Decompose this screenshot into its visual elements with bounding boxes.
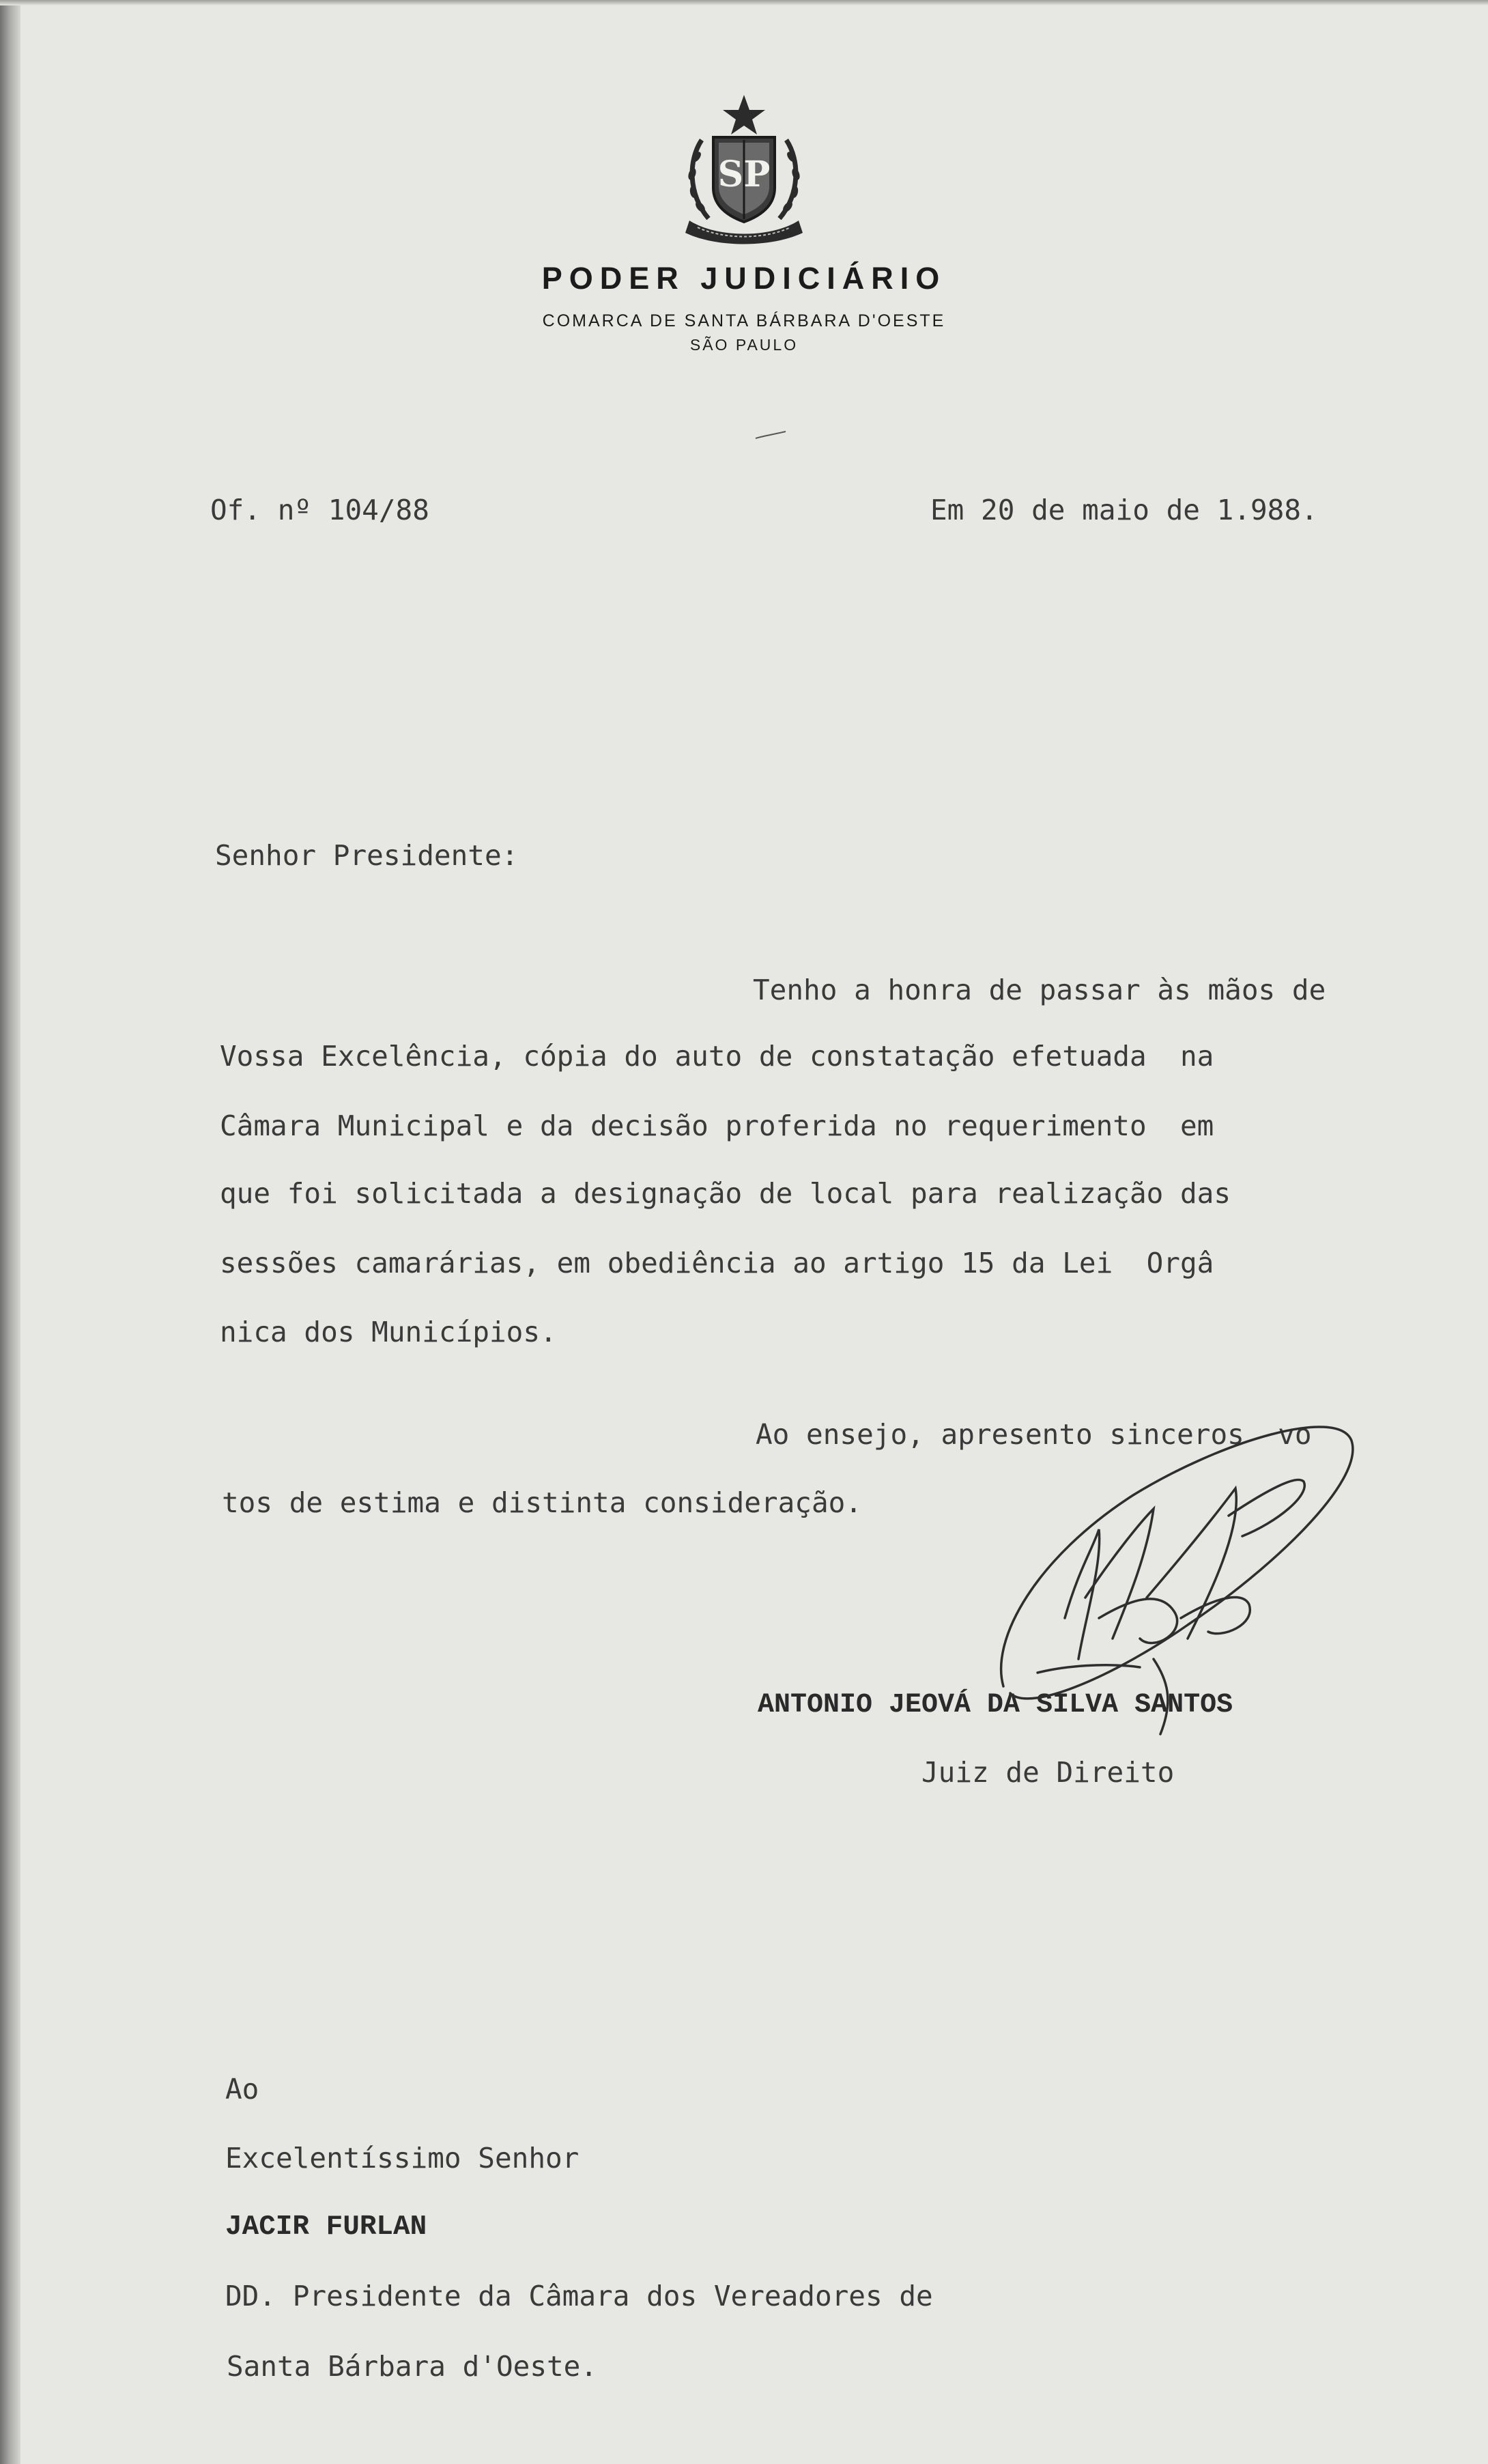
page-binding-edge <box>0 0 20 2464</box>
paragraph1-line3: Câmara Municipal e da decisão proferida no requerimento em <box>220 1109 1214 1142</box>
letterhead-comarca: COMARCA DE SANTA BÁRBARA D'OESTE <box>542 311 946 330</box>
paragraph1-line2: Vossa Excelência, cópia do auto de constatação efetuada na <box>220 1040 1214 1073</box>
paragraph1-line4: que foi solicitada a designação de local para realização das <box>220 1177 1231 1210</box>
addressee-line4: DD. Presidente da Câmara dos Vereadores de <box>225 2280 933 2312</box>
addressee-line2: Excelentíssimo Senhor <box>225 2142 580 2175</box>
svg-text:SP: SP <box>717 154 771 195</box>
paragraph1-line5: sessões camarárias, em obediência ao artigo 15 da Lei Orgâ <box>220 1247 1214 1279</box>
oficio-number: Of. nº 104/88 <box>210 494 429 526</box>
addressee-line1: Ao <box>225 2073 259 2106</box>
sao-paulo-coat-of-arms-icon <box>676 92 812 246</box>
letter-date: Em 20 de maio de 1.988. <box>930 494 1318 526</box>
signatory-title: Juiz de Direito <box>921 1756 1175 1789</box>
paragraph1-line1: Tenho a honra de passar às mãos de <box>753 974 1326 1006</box>
signatory-name: ANTONIO JEOVÁ DA SILVA SANTOS <box>758 1690 1233 1720</box>
addressee-name: JACIR FURLAN <box>225 2211 427 2243</box>
paragraph2-line2: tos de estima e distinta consideração. <box>222 1486 862 1519</box>
page-top-edge <box>0 0 1488 5</box>
letterhead-state: SÃO PAULO <box>689 336 799 354</box>
addressee-line5: Santa Bárbara d'Oeste. <box>227 2350 598 2383</box>
handwritten-signature <box>983 1393 1379 1775</box>
salutation: Senhor Presidente: <box>215 839 519 872</box>
paragraph2-line1: Ao ensejo, apresento sinceros vo <box>756 1418 1312 1451</box>
letterhead-title: PODER JUDICIÁRIO <box>541 261 947 296</box>
paragraph1-line6: nica dos Municípios. <box>220 1316 557 1348</box>
ink-mark <box>754 429 788 442</box>
